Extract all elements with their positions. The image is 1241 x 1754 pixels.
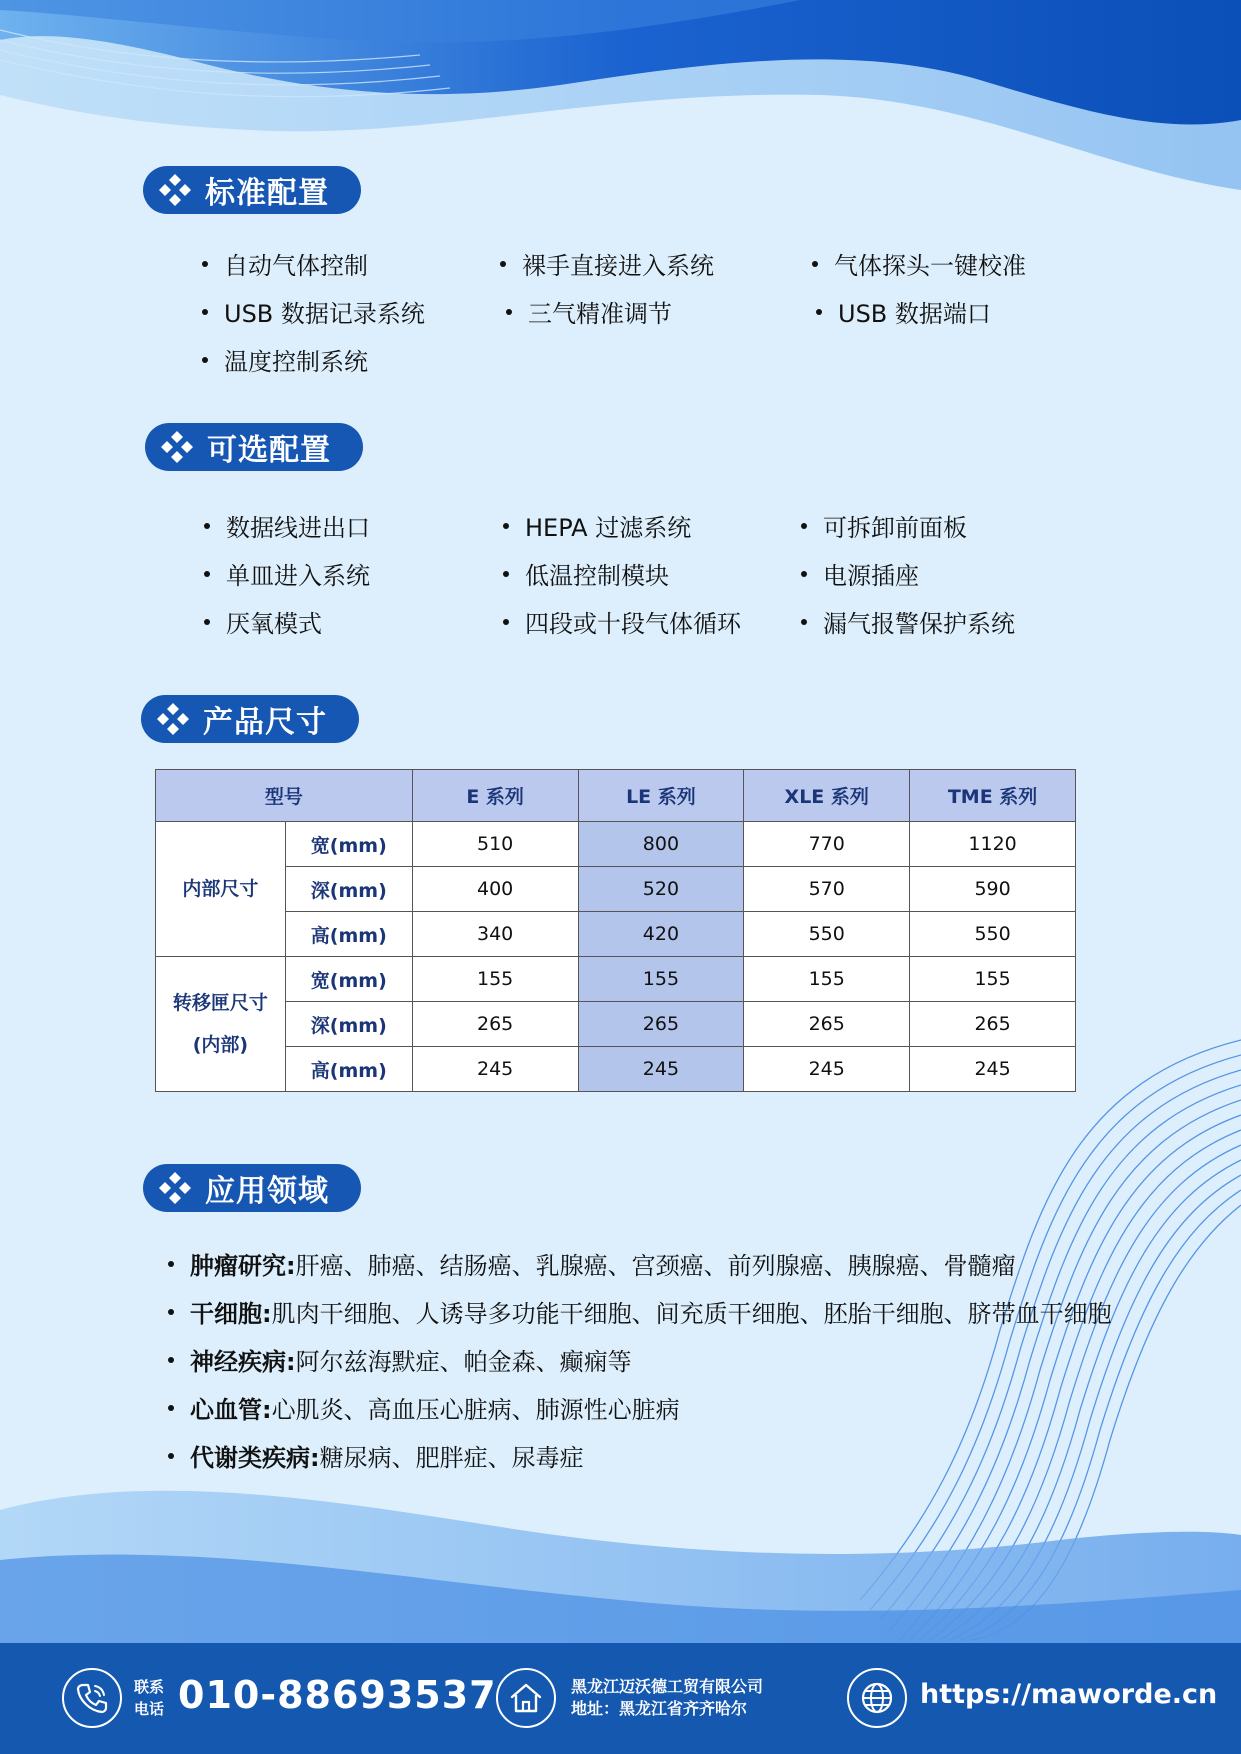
table-cell: 590 — [910, 867, 1076, 912]
table-cell: 155 — [578, 957, 744, 1002]
footer — [0, 1643, 1241, 1754]
column-header: TME 系列 — [910, 770, 1076, 822]
table-cell: 550 — [910, 912, 1076, 957]
section-title: 应用领域 — [205, 1174, 329, 1209]
list-item: 代谢类疾病: 糖尿病、肥胖症、尿毒症 — [168, 1438, 584, 1473]
table-cell: 1120 — [910, 822, 1076, 867]
table-row — [156, 957, 1076, 1002]
table-row — [156, 867, 1076, 912]
section-title: 产品尺寸 — [203, 705, 327, 740]
section-header-dimensions — [141, 695, 359, 743]
list-item: 温度控制系统 — [202, 342, 368, 377]
list-item: 肿瘤研究: 肝癌、肺癌、结肠癌、乳腺癌、宫颈癌、前列腺癌、胰腺癌、骨髓瘤 — [168, 1246, 1016, 1281]
list-item: USB 数据端口 — [816, 294, 991, 329]
list-item: 裸手直接进入系统 — [500, 246, 714, 281]
column-header: XLE 系列 — [744, 770, 910, 822]
list-item: 数据线进出口 — [204, 508, 370, 543]
table-row — [156, 912, 1076, 957]
table-cell: 265 — [744, 1002, 910, 1047]
table-row — [156, 1047, 1076, 1092]
phone-icon — [74, 1680, 110, 1716]
section-header-optional — [145, 423, 363, 471]
diamond-cluster-icon — [157, 1170, 193, 1206]
table-cell: 265 — [578, 1002, 744, 1047]
list-item: 神经疾病: 阿尔兹海默症、帕金森、癫痫等 — [168, 1342, 632, 1377]
dimensions-table — [155, 769, 1076, 1092]
table-cell: 550 — [744, 912, 910, 957]
table-cell: 520 — [578, 867, 744, 912]
table-row — [156, 1002, 1076, 1047]
table-cell: 800 — [578, 822, 744, 867]
table-cell: 245 — [910, 1047, 1076, 1092]
group-label: 转移匣尺寸 (内部) — [156, 957, 286, 1092]
table-cell: 420 — [578, 912, 744, 957]
list-item: USB 数据记录系统 — [202, 294, 425, 329]
website-link[interactable]: https://maworde.cn — [920, 1679, 1218, 1710]
row-label: 深(mm) — [285, 1002, 412, 1047]
section-header-applications — [143, 1164, 361, 1212]
model-header: 型号 — [156, 770, 413, 822]
table-cell: 265 — [412, 1002, 578, 1047]
list-item: 自动气体控制 — [202, 246, 368, 281]
table-cell: 245 — [744, 1047, 910, 1092]
row-label: 高(mm) — [285, 912, 412, 957]
list-item: 电源插座 — [801, 556, 919, 591]
table-cell: 770 — [744, 822, 910, 867]
list-item: 干细胞: 肌肉干细胞、人诱导多功能干细胞、间充质干细胞、胚胎干细胞、脐带血干细胞 — [168, 1294, 1112, 1329]
section-title: 可选配置 — [207, 433, 331, 468]
list-item: 三气精准调节 — [506, 294, 672, 329]
list-item: HEPA 过滤系统 — [503, 508, 691, 543]
list-item: 气体探头一键校准 — [812, 246, 1026, 281]
table-cell: 155 — [910, 957, 1076, 1002]
diamond-cluster-icon — [155, 701, 191, 737]
row-label: 高(mm) — [285, 1047, 412, 1092]
table-cell: 400 — [412, 867, 578, 912]
website-badge — [847, 1668, 907, 1728]
table-header-row — [156, 770, 1076, 822]
list-item: 漏气报警保护系统 — [801, 604, 1015, 639]
phone-label: 联系 电话 — [134, 1678, 165, 1718]
list-item: 四段或十段气体循环 — [503, 604, 741, 639]
list-item: 可拆卸前面板 — [801, 508, 967, 543]
group-label: 内部尺寸 — [156, 822, 286, 957]
phone-number: 010-88693537 — [178, 1673, 497, 1717]
table-cell: 155 — [744, 957, 910, 1002]
table-cell: 245 — [578, 1047, 744, 1092]
table-cell: 570 — [744, 867, 910, 912]
list-item: 心血管: 心肌炎、高血压心脏病、肺源性心脏病 — [168, 1390, 680, 1425]
address-badge — [496, 1668, 556, 1728]
table-row — [156, 822, 1076, 867]
row-label: 宽(mm) — [285, 957, 412, 1002]
list-item: 单皿进入系统 — [204, 556, 370, 591]
diamond-cluster-icon — [159, 429, 195, 465]
house-icon — [508, 1680, 544, 1716]
phone-badge — [62, 1668, 122, 1728]
globe-icon — [859, 1680, 895, 1716]
row-label: 宽(mm) — [285, 822, 412, 867]
column-header: E 系列 — [412, 770, 578, 822]
list-item: 厌氧模式 — [204, 604, 322, 639]
column-header: LE 系列 — [578, 770, 744, 822]
table-cell: 155 — [412, 957, 578, 1002]
section-header-standard — [143, 166, 361, 214]
section-title: 标准配置 — [205, 176, 329, 211]
company-info: 黑龙江迈沃德工贸有限公司 地址：黑龙江省齐齐哈尔 — [571, 1677, 764, 1718]
table-cell: 265 — [910, 1002, 1076, 1047]
list-item: 低温控制模块 — [503, 556, 669, 591]
row-label: 深(mm) — [285, 867, 412, 912]
table-cell: 340 — [412, 912, 578, 957]
diamond-cluster-icon — [157, 172, 193, 208]
table-cell: 245 — [412, 1047, 578, 1092]
table-cell: 510 — [412, 822, 578, 867]
